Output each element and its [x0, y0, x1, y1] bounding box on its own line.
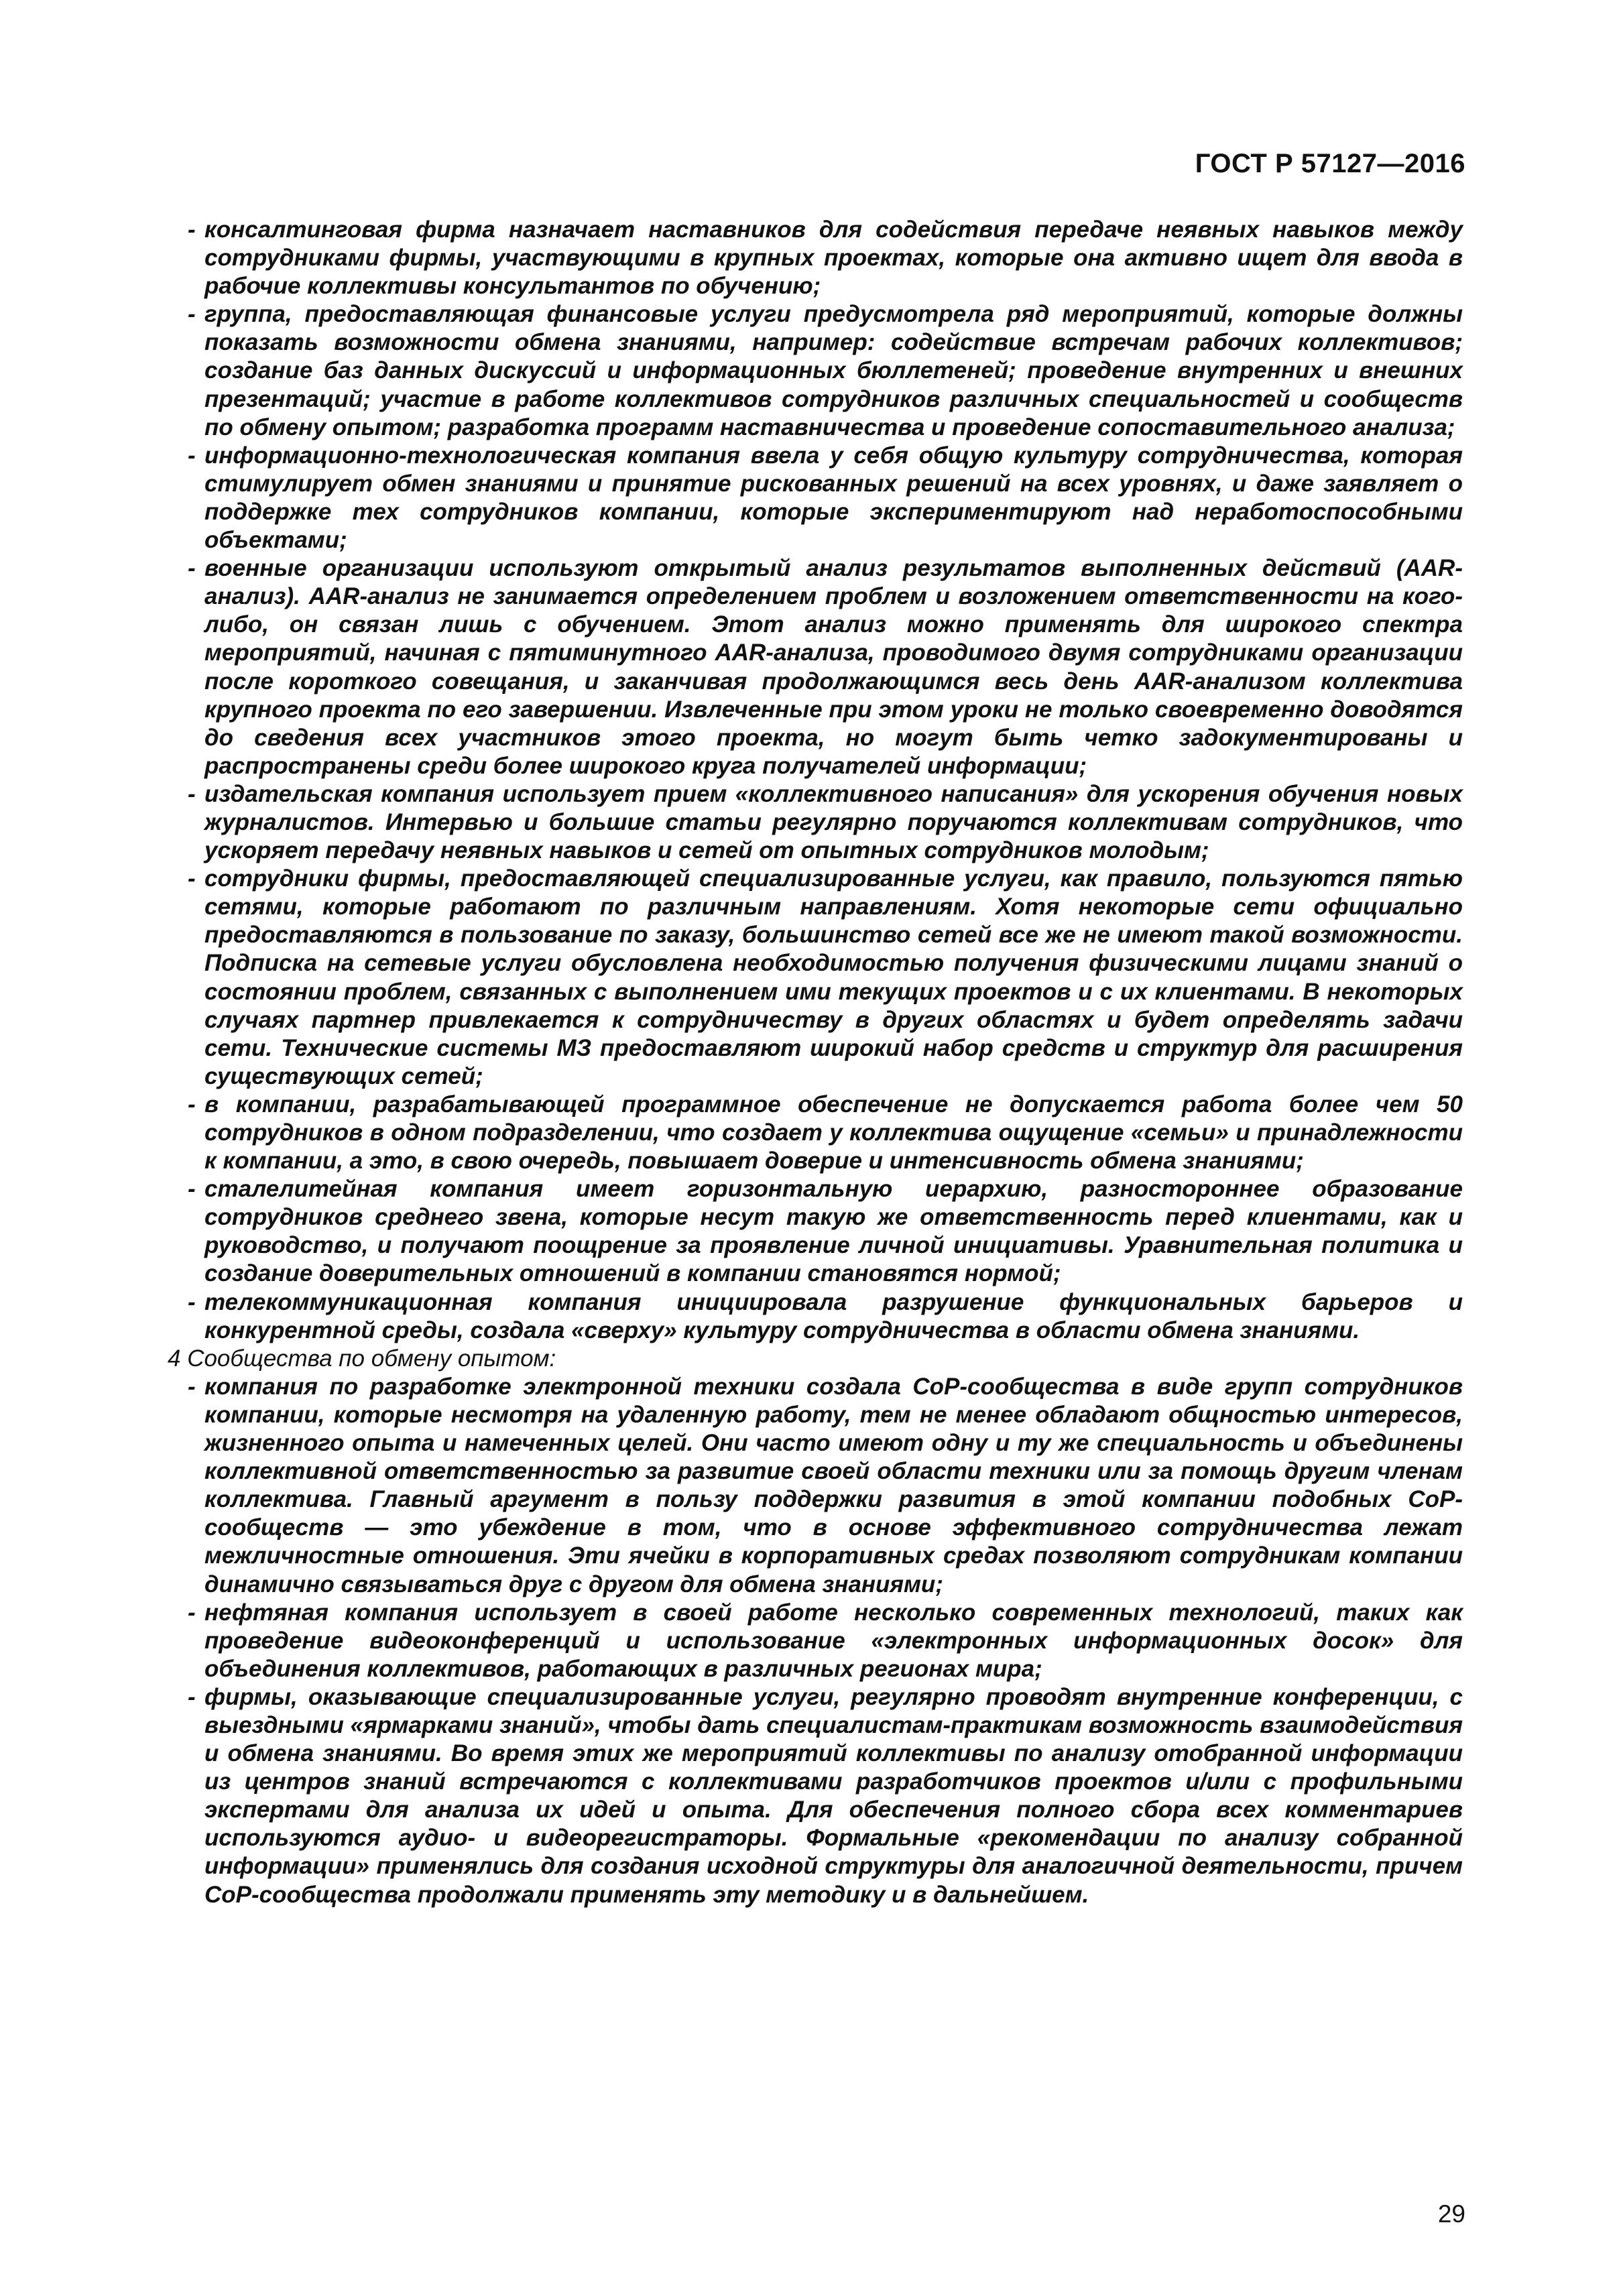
bullet-dash: - — [188, 555, 196, 582]
bullet-dash: - — [188, 780, 196, 807]
document-body — [168, 216, 1463, 1909]
list-item — [168, 1175, 1463, 1288]
bullet-dash: - — [188, 865, 196, 892]
list-item — [168, 216, 1463, 300]
bullet-list-a — [168, 216, 1463, 1345]
list-item — [168, 442, 1463, 554]
bullet-dash: - — [188, 1288, 196, 1315]
list-item-text: компания по разработке электронной техники создала CoP-сообщества в виде групп сотрудников компании, которые несмотря на удаленную работу, тем не менее обладают общностью интересов, жизненного опыта и намеченных целей. Они часто имеют одну и ту же специальность и объединены коллективной ответственностью за развитие своей области техники или за помощь другим членам коллектива. Главный аргумент в пользу поддержки развития в этой компании подобных CoP-сообществ — это убеждение в том, что в основе эффективного сотрудничества лежат межличностные отношения. Эти ячейки в корпоративных средах позволяют сотрудникам компании динамично связываться друг с другом для обмена знаниями; — [204, 1373, 1463, 1597]
list-item — [168, 1373, 1463, 1599]
list-item-text: консалтинговая фирма назначает наставников для содействия передаче неявных навыков между сотрудниками фирмы, участвующими в крупных проектах, которые она активно ищет для ввода в рабочие коллективы консультантов по обучению; — [204, 217, 1463, 300]
bullet-dash: - — [188, 301, 196, 328]
list-item — [168, 1091, 1463, 1175]
list-item — [168, 1683, 1463, 1909]
list-item-text: сотрудники фирмы, предоставляющей специализированные услуги, как правило, пользуются пятью сетями, которые работают по различным направлениям. Хотя некоторые сети официально предоставляются в пользование по заказу, большинство сетей все же не имеют такой возможности. Подписка на сетевые услуги обусловлена необходимостью получения физическими лицами знаний о состоянии проблем, связанных с выполнением ими текущих проектов и с их клиентами. В некоторых случаях партнер привлекается к сотрудничеству в других областях и будет определять задачи сети. Технические системы МЗ предоставляют широкий набор средств и структур для расширения существующих сетей; — [204, 865, 1463, 1089]
list-item-text: военные организации используют открытый анализ результатов выполненных действий (AAR-анализ). AAR-анализ не занимается определением проблем и возложением ответственности на кого-либо, он связан лишь с обучением. Этот анализ можно применять для широкого спектра мероприятий, начиная с пятиминутного AAR-анализа, проводимого двумя сотрудниками организации после короткого совещания, и заканчивая продолжающимся весь день AAR-анализом коллектива крупного проекта по его завершении. Извлеченные при этом уроки не только своевременно доводятся до сведения всех участников этого проекта, но могут быть четко задокументированы и распространены среди более широкого круга получателей информации; — [204, 555, 1463, 779]
list-item-text: информационно-технологическая компания ввела у себя общую культуру сотрудничества, которая стимулирует обмен знаниями и принятие рискованных решений на всех уровнях, и даже заявляет о поддержке тех сотрудников компании, которые экспериментируют над неработоспособными объектами; — [204, 442, 1463, 554]
bullet-dash: - — [188, 1683, 196, 1710]
section-heading: 4 Сообщества по обмену опытом: — [168, 1345, 556, 1372]
page-number: 29 — [1437, 2200, 1465, 2228]
bullet-dash: - — [188, 442, 196, 469]
list-item-text: фирмы, оказывающие специализированные услуги, регулярно проводят внутренние конференции, с выездными «ярмарками знаний», чтобы дать специалистам-практикам возможность взаимодействия и обмена знаниями. Во время этих же мероприятий коллективы по анализу отобранной информации из центров знаний встречаются с коллективами разработчиков проектов и/или с профильными экспертами для анализа их идей и опыта. Для обеспечения полного сбора всех комментариев используются аудио- и видеорегистраторы. Формальные «рекомендации по анализу собранной информации» применялись для создания исходной структуры для аналогичной деятельности, причем CoP-сообщества продолжали применять эту методику и в дальнейшем. — [204, 1683, 1463, 1908]
list-item — [168, 780, 1463, 865]
list-item — [168, 1599, 1463, 1683]
bullet-dash: - — [188, 1176, 196, 1203]
list-item-text: группа, предоставляющая финансовые услуги предусмотрела ряд мероприятий, которые должны показать возможности обмена знаниями, например: содействие встречам рабочих коллективов; создание баз данных дискуссий и информационных бюллетеней; проведение внутренних и внешних презентаций; участие в работе коллективов сотрудников различных специальностей и сообществ по обмену опытом; разработка программ наставничества и проведение сопоставительного анализа; — [204, 301, 1463, 440]
list-item-text: нефтяная компания использует в своей работе несколько современных технологий, таких как проведение видеоконференций и использование «электронных информационных досок» для объединения коллективов, работающих в различных регионах мира; — [204, 1599, 1463, 1682]
list-item-text: телекоммуникационная компания инициировала разрушение функциональных барьеров и конкурентной среды, создала «сверху» культуру сотрудничества в области обмена знаниями. — [204, 1288, 1463, 1343]
list-item-text: в компании, разрабатывающей программное обеспечение не допускается работа более чем 50 сотрудников в одном подразделении, что создает у коллектива ощущение «семьи» и принадлежности к компании, а это, в свою очередь, повышает доверие и интенсивность обмена знаниями; — [204, 1091, 1463, 1174]
bullet-dash: - — [188, 1373, 196, 1400]
list-item — [168, 1288, 1463, 1345]
bullet-dash: - — [188, 217, 196, 243]
list-item-text: издательская компания использует прием «коллективного написания» для ускорения обучения новых журналистов. Интервью и большие статьи регулярно поручаются коллективам сотрудников, что ускоряет передачу неявных навыков и сетей от опытных сотрудников молодым; — [204, 780, 1463, 864]
standard-header: ГОСТ Р 57127—2016 — [1195, 149, 1465, 178]
list-item — [168, 554, 1463, 780]
list-item-text: сталелитейная компания имеет горизонтальную иерархию, разностороннее образование сотрудников среднего звена, которые несут такую же ответственность перед клиентами, как и руководство, и получают поощрение за проявление личной инициативы. Уравнительная политика и создание доверительных отношений в компании становятся нормой; — [204, 1176, 1463, 1287]
list-item — [168, 300, 1463, 441]
bullet-dash: - — [188, 1599, 196, 1626]
list-item — [168, 865, 1463, 1091]
bullet-list-b — [168, 1373, 1463, 1909]
bullet-dash: - — [188, 1091, 196, 1117]
